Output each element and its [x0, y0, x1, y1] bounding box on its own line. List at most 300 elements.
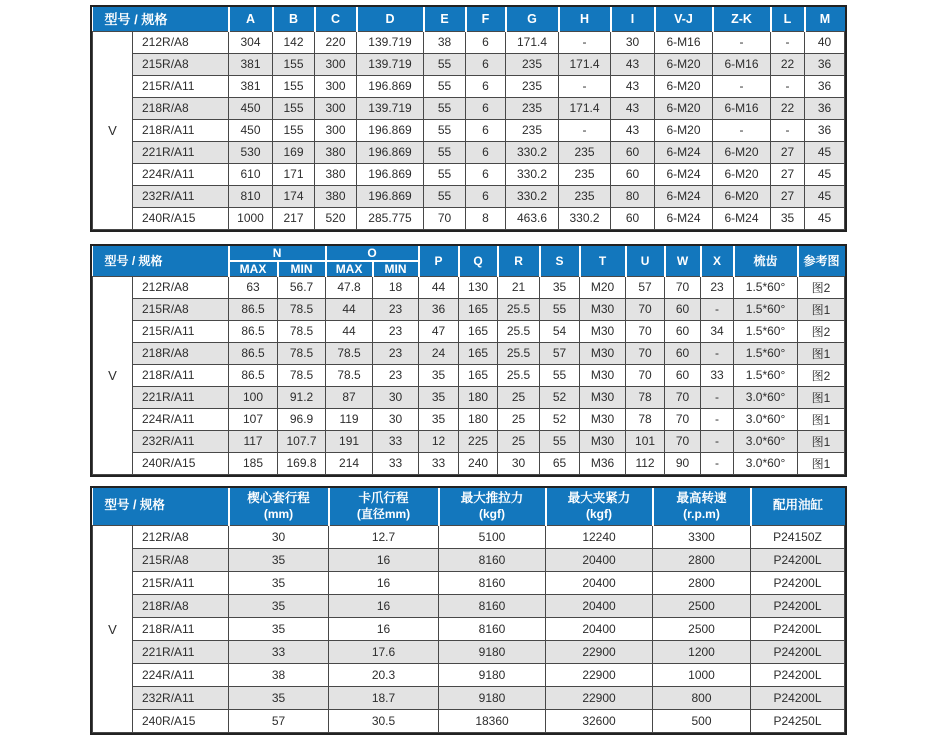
value-cell: 180	[459, 386, 498, 408]
value-cell: 5100	[439, 526, 546, 549]
table-row	[93, 298, 845, 320]
value-cell: 23	[373, 364, 419, 386]
value-cell: 100	[229, 386, 278, 408]
value-cell: 47	[419, 320, 459, 342]
value-cell: 381	[229, 53, 273, 75]
value-cell: 235	[506, 119, 559, 141]
value-cell: 16	[329, 618, 439, 641]
value-cell: 500	[653, 710, 751, 733]
value-cell: 16	[329, 595, 439, 618]
value-cell: -	[701, 452, 734, 474]
value-cell: 380	[315, 141, 357, 163]
col-header-n-max: MAX	[229, 261, 278, 277]
value-cell: -	[771, 75, 805, 97]
col-header-c: C	[315, 7, 357, 31]
header-line1: 楔心套行程	[247, 490, 310, 505]
value-cell: M30	[580, 386, 626, 408]
value-cell: -	[559, 75, 611, 97]
value-cell: 图2	[798, 276, 845, 298]
col-header-s: S	[540, 246, 580, 277]
model-cell: 224R/A11	[133, 408, 229, 430]
value-cell: P24200L	[751, 618, 845, 641]
value-cell: 23	[373, 298, 419, 320]
dimensions-table-1-wrap	[90, 5, 847, 232]
model-cell: 240R/A15	[133, 207, 229, 229]
value-cell: 196.869	[357, 141, 424, 163]
value-cell: 22900	[546, 687, 653, 710]
value-cell: 55	[540, 364, 580, 386]
value-cell: 300	[315, 75, 357, 97]
col-header-x: X	[701, 246, 734, 277]
value-cell: 23	[701, 276, 734, 298]
model-cell: 218R/A8	[133, 342, 229, 364]
value-cell: 55	[540, 430, 580, 452]
header-line2: (直径mm)	[356, 506, 411, 521]
value-cell: 35	[229, 618, 329, 641]
value-cell: 33	[701, 364, 734, 386]
table-row	[93, 595, 845, 618]
value-cell: 78.5	[278, 342, 326, 364]
value-cell: 44	[326, 320, 373, 342]
table-row	[93, 31, 845, 53]
value-cell: 119	[326, 408, 373, 430]
value-cell: 6	[466, 119, 506, 141]
value-cell: 300	[315, 97, 357, 119]
value-cell: 25.5	[498, 364, 540, 386]
value-cell: 235	[559, 163, 611, 185]
value-cell: 40	[805, 31, 845, 53]
value-cell: M30	[580, 298, 626, 320]
value-cell: 6	[466, 53, 506, 75]
value-cell: 1000	[229, 207, 273, 229]
value-cell: 23	[373, 342, 419, 364]
table-row	[93, 572, 845, 595]
value-cell: 70	[665, 386, 701, 408]
value-cell: 196.869	[357, 163, 424, 185]
value-cell: 54	[540, 320, 580, 342]
model-cell: 221R/A11	[133, 141, 229, 163]
value-cell: 57	[540, 342, 580, 364]
value-cell: 2500	[653, 618, 751, 641]
value-cell: 55	[424, 141, 466, 163]
value-cell: 35	[419, 408, 459, 430]
value-cell: 142	[273, 31, 315, 53]
value-cell: -	[559, 119, 611, 141]
model-spec-header: 型号 / 规格	[93, 7, 229, 31]
value-cell: 36	[805, 97, 845, 119]
table-row	[93, 53, 845, 75]
table-row	[93, 664, 845, 687]
value-cell: 45	[805, 207, 845, 229]
value-cell: 25	[498, 408, 540, 430]
value-cell: 171.4	[559, 97, 611, 119]
value-cell: P24250L	[751, 710, 845, 733]
performance-table-wrap	[90, 486, 847, 736]
value-cell: 33	[229, 641, 329, 664]
col-header-jaw-stroke	[329, 488, 439, 526]
value-cell: 25.5	[498, 320, 540, 342]
value-cell: 235	[506, 97, 559, 119]
value-cell: 520	[315, 207, 357, 229]
value-cell: 43	[611, 119, 655, 141]
col-header-g: G	[506, 7, 559, 31]
header-row	[93, 488, 845, 526]
value-cell: 8160	[439, 549, 546, 572]
col-header-h: H	[559, 7, 611, 31]
value-cell: 165	[459, 298, 498, 320]
value-cell: 171.4	[506, 31, 559, 53]
value-cell: 6-M20	[655, 53, 713, 75]
model-cell: 240R/A15	[133, 452, 229, 474]
table-row	[93, 687, 845, 710]
value-cell: 43	[611, 97, 655, 119]
value-cell: 235	[559, 185, 611, 207]
value-cell: -	[701, 430, 734, 452]
value-cell: -	[713, 75, 771, 97]
value-cell: 78	[626, 408, 665, 430]
value-cell: 57	[229, 710, 329, 733]
value-cell: 3.0*60°	[734, 408, 798, 430]
model-cell: 221R/A11	[133, 641, 229, 664]
value-cell: 70	[424, 207, 466, 229]
value-cell: 196.869	[357, 75, 424, 97]
table-row	[93, 276, 845, 298]
value-cell: 196.869	[357, 185, 424, 207]
value-cell: -	[713, 31, 771, 53]
value-cell: -	[713, 119, 771, 141]
value-cell: 60	[665, 320, 701, 342]
value-cell: 214	[326, 452, 373, 474]
value-cell: 139.719	[357, 31, 424, 53]
value-cell: 70	[665, 430, 701, 452]
value-cell: 180	[459, 408, 498, 430]
value-cell: 22	[771, 97, 805, 119]
value-cell: 12	[419, 430, 459, 452]
col-header-o: O	[326, 246, 419, 261]
value-cell: 6-M20	[713, 185, 771, 207]
col-header-t: T	[580, 246, 626, 277]
value-cell: -	[701, 298, 734, 320]
value-cell: 6-M24	[655, 141, 713, 163]
model-cell: 212R/A8	[133, 526, 229, 549]
value-cell: P24200L	[751, 641, 845, 664]
value-cell: 55	[540, 298, 580, 320]
col-header-max-push-pull	[439, 488, 546, 526]
value-cell: 9180	[439, 687, 546, 710]
value-cell: 45	[805, 141, 845, 163]
value-cell: 330.2	[506, 163, 559, 185]
value-cell: 3.0*60°	[734, 452, 798, 474]
value-cell: -	[771, 119, 805, 141]
value-cell: 8160	[439, 595, 546, 618]
value-cell: 70	[626, 364, 665, 386]
value-cell: 35	[229, 595, 329, 618]
model-cell: 218R/A11	[133, 618, 229, 641]
value-cell: 30	[611, 31, 655, 53]
value-cell: 6-M20	[655, 119, 713, 141]
value-cell: 78	[626, 386, 665, 408]
table-row	[93, 97, 845, 119]
value-cell: 55	[424, 119, 466, 141]
table-row	[93, 386, 845, 408]
value-cell: 78.5	[278, 320, 326, 342]
value-cell: 155	[273, 75, 315, 97]
table-row	[93, 141, 845, 163]
table-row	[93, 549, 845, 572]
value-cell: 33	[419, 452, 459, 474]
value-cell: 235	[559, 141, 611, 163]
value-cell: 6-M20	[713, 141, 771, 163]
value-cell: 139.719	[357, 97, 424, 119]
model-cell: 224R/A11	[133, 664, 229, 687]
value-cell: 图1	[798, 452, 845, 474]
value-cell: 60	[665, 364, 701, 386]
value-cell: 35	[419, 386, 459, 408]
value-cell: 9180	[439, 641, 546, 664]
value-cell: 225	[459, 430, 498, 452]
value-cell: -	[701, 408, 734, 430]
value-cell: 235	[506, 75, 559, 97]
model-spec-header: 型号 / 规格	[93, 246, 229, 277]
value-cell: -	[771, 31, 805, 53]
value-cell: 24	[419, 342, 459, 364]
value-cell: 图1	[798, 386, 845, 408]
value-cell: 35	[229, 549, 329, 572]
value-cell: 57	[626, 276, 665, 298]
table-row	[93, 185, 845, 207]
value-cell: 6	[466, 75, 506, 97]
value-cell: 55	[424, 163, 466, 185]
value-cell: 60	[611, 163, 655, 185]
col-header-matched-cylinder	[751, 488, 845, 526]
col-header-ref-figure: 参考图	[798, 246, 845, 277]
col-header-max-speed	[653, 488, 751, 526]
model-cell: 224R/A11	[133, 163, 229, 185]
table-row	[93, 452, 845, 474]
model-cell: 215R/A11	[133, 75, 229, 97]
value-cell: 330.2	[506, 141, 559, 163]
value-cell: 图1	[798, 408, 845, 430]
value-cell: 35	[771, 207, 805, 229]
header-row	[93, 246, 845, 261]
value-cell: 52	[540, 408, 580, 430]
value-cell: M30	[580, 430, 626, 452]
model-cell: 232R/A11	[133, 430, 229, 452]
col-header-w: W	[665, 246, 701, 277]
model-cell: 215R/A8	[133, 53, 229, 75]
value-cell: 图1	[798, 430, 845, 452]
value-cell: 6-M24	[655, 185, 713, 207]
value-cell: 图2	[798, 320, 845, 342]
value-cell: 80	[611, 185, 655, 207]
value-cell: 196.869	[357, 119, 424, 141]
model-cell: 215R/A8	[133, 298, 229, 320]
value-cell: 70	[626, 298, 665, 320]
value-cell: 78.5	[326, 364, 373, 386]
value-cell: 6-M20	[655, 75, 713, 97]
value-cell: 155	[273, 97, 315, 119]
col-header-i: I	[611, 7, 655, 31]
value-cell: 169.8	[278, 452, 326, 474]
table-row	[93, 320, 845, 342]
value-cell: 12.7	[329, 526, 439, 549]
value-cell: 2800	[653, 572, 751, 595]
value-cell: 25.5	[498, 298, 540, 320]
value-cell: 6-M24	[655, 163, 713, 185]
model-spec-header: 型号 / 规格	[93, 488, 229, 526]
value-cell: 330.2	[506, 185, 559, 207]
value-cell: 171	[273, 163, 315, 185]
header-row	[93, 7, 845, 31]
value-cell: M20	[580, 276, 626, 298]
value-cell: 70	[626, 320, 665, 342]
header-line1: 最大夹紧力	[567, 490, 631, 505]
value-cell: 1200	[653, 641, 751, 664]
value-cell: 87	[326, 386, 373, 408]
header-line2: (kgf)	[479, 506, 506, 521]
value-cell: 65	[540, 452, 580, 474]
value-cell: 45	[805, 185, 845, 207]
value-cell: 22	[771, 53, 805, 75]
value-cell: M30	[580, 408, 626, 430]
value-cell: 38	[229, 664, 329, 687]
table-row	[93, 75, 845, 97]
value-cell: 380	[315, 163, 357, 185]
value-cell: 139.719	[357, 53, 424, 75]
value-cell: 86.5	[229, 342, 278, 364]
group-label-cell: V	[93, 31, 133, 229]
dimensions-table-2-wrap	[90, 244, 847, 477]
table-row	[93, 207, 845, 229]
value-cell: 16	[329, 572, 439, 595]
value-cell: 9180	[439, 664, 546, 687]
col-header-u: U	[626, 246, 665, 277]
value-cell: 463.6	[506, 207, 559, 229]
value-cell: 18	[373, 276, 419, 298]
value-cell: 70	[665, 408, 701, 430]
value-cell: 20.3	[329, 664, 439, 687]
value-cell: 300	[315, 53, 357, 75]
value-cell: 1.5*60°	[734, 298, 798, 320]
value-cell: 36	[419, 298, 459, 320]
header-line2: (r.p.m)	[683, 506, 720, 521]
value-cell: 图1	[798, 298, 845, 320]
header-line1: 卡爪行程	[358, 490, 409, 505]
value-cell: 169	[273, 141, 315, 163]
value-cell: 6	[466, 141, 506, 163]
header-line2: (kgf)	[586, 506, 613, 521]
value-cell: 20400	[546, 572, 653, 595]
value-cell: 96.9	[278, 408, 326, 430]
value-cell: 43	[611, 75, 655, 97]
value-cell: 86.5	[229, 364, 278, 386]
value-cell: P24150Z	[751, 526, 845, 549]
header-line1: 最大推拉力	[460, 490, 524, 505]
table-row	[93, 119, 845, 141]
value-cell: 55	[424, 185, 466, 207]
value-cell: 800	[653, 687, 751, 710]
table-row	[93, 710, 845, 733]
value-cell: 25	[498, 430, 540, 452]
value-cell: 810	[229, 185, 273, 207]
model-cell: 218R/A11	[133, 364, 229, 386]
value-cell: 86.5	[229, 298, 278, 320]
value-cell: 112	[626, 452, 665, 474]
value-cell: 6-M24	[655, 207, 713, 229]
value-cell: 240	[459, 452, 498, 474]
value-cell: 78.5	[278, 364, 326, 386]
table-row	[93, 342, 845, 364]
value-cell: 3.0*60°	[734, 386, 798, 408]
value-cell: 20400	[546, 549, 653, 572]
value-cell: 70	[665, 276, 701, 298]
value-cell: 35	[229, 572, 329, 595]
value-cell: 1.5*60°	[734, 276, 798, 298]
value-cell: 30	[373, 386, 419, 408]
value-cell: 34	[701, 320, 734, 342]
value-cell: 33	[373, 452, 419, 474]
col-header-wedge-stroke	[229, 488, 329, 526]
value-cell: 6	[466, 97, 506, 119]
model-cell: 215R/A8	[133, 549, 229, 572]
col-header-n: N	[229, 246, 326, 261]
col-header-n-min: MIN	[278, 261, 326, 277]
value-cell: 1.5*60°	[734, 364, 798, 386]
model-cell: 215R/A11	[133, 320, 229, 342]
value-cell: 43	[611, 53, 655, 75]
value-cell: 27	[771, 141, 805, 163]
table-row	[93, 526, 845, 549]
value-cell: 55	[424, 97, 466, 119]
model-cell: 240R/A15	[133, 710, 229, 733]
value-cell: P24200L	[751, 664, 845, 687]
value-cell: 6	[466, 31, 506, 53]
value-cell: 2500	[653, 595, 751, 618]
value-cell: 35	[540, 276, 580, 298]
table-row	[93, 618, 845, 641]
model-cell: 232R/A11	[133, 687, 229, 710]
value-cell: 27	[771, 185, 805, 207]
value-cell: 25	[498, 386, 540, 408]
value-cell: 155	[273, 53, 315, 75]
col-header-comb: 梳齿	[734, 246, 798, 277]
value-cell: 18.7	[329, 687, 439, 710]
value-cell: 6-M20	[655, 97, 713, 119]
value-cell: 6-M16	[655, 31, 713, 53]
value-cell: 3.0*60°	[734, 430, 798, 452]
value-cell: 21	[498, 276, 540, 298]
value-cell: 1.5*60°	[734, 342, 798, 364]
value-cell: 60	[611, 141, 655, 163]
header-line1: 配用油缸	[773, 498, 824, 513]
value-cell: 78.5	[326, 342, 373, 364]
col-header-f: F	[466, 7, 506, 31]
value-cell: M30	[580, 364, 626, 386]
value-cell: 530	[229, 141, 273, 163]
col-header-max-clamping	[546, 488, 653, 526]
value-cell: 6-M16	[713, 53, 771, 75]
value-cell: 165	[459, 342, 498, 364]
value-cell: 60	[611, 207, 655, 229]
value-cell: 35	[419, 364, 459, 386]
value-cell: 101	[626, 430, 665, 452]
value-cell: 304	[229, 31, 273, 53]
model-cell: 215R/A11	[133, 572, 229, 595]
col-header-vj: V-J	[655, 7, 713, 31]
value-cell: P24200L	[751, 549, 845, 572]
value-cell: P24200L	[751, 595, 845, 618]
value-cell: 450	[229, 119, 273, 141]
